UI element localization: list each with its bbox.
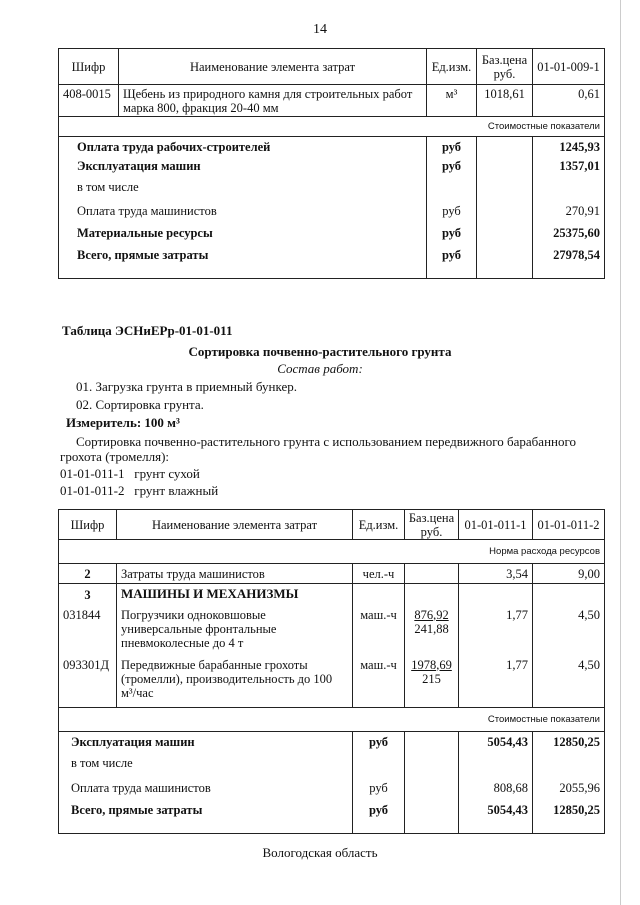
cell-value-1: 1,77 xyxy=(459,656,533,708)
cost-value-1: 5054,43 xyxy=(459,732,533,754)
cell-price xyxy=(405,656,459,708)
cost-name: Всего, прямые затраты xyxy=(59,800,353,834)
section-row xyxy=(59,708,605,732)
table-row xyxy=(59,776,605,800)
cost-value: 1245,93 xyxy=(533,137,605,159)
page-number: 14 xyxy=(313,22,327,37)
cost-unit: руб xyxy=(353,800,405,834)
footer-region: Вологодская область xyxy=(262,845,378,860)
cell-name: Передвижные барабанные грохоты (тромелли), производительность до 100 м³/час xyxy=(117,656,353,708)
cell-price: 1018,61 xyxy=(477,85,533,117)
cost-value: 27978,54 xyxy=(533,245,605,279)
cost-name: Материальные ресурсы xyxy=(59,223,427,245)
table-row xyxy=(59,656,605,708)
cell-value-2: 9,00 xyxy=(533,564,605,584)
scan-edge xyxy=(620,0,629,905)
cell-value-2: 4,50 xyxy=(533,656,605,708)
cost-table-1 xyxy=(58,48,605,279)
work-item: 02. Сортировка грунта. xyxy=(76,397,204,412)
col-header-name: Наименование элемента затрат xyxy=(119,49,427,85)
cost-unit: руб xyxy=(427,159,477,180)
col-header-name: Наименование элемента затрат xyxy=(117,510,353,540)
list-item xyxy=(60,466,200,482)
cell-value-2: 4,50 xyxy=(533,606,605,656)
table-row xyxy=(59,201,605,223)
list-item xyxy=(60,483,218,499)
table-row xyxy=(59,584,605,606)
cell-value-1: 3,54 xyxy=(459,564,533,584)
section-row xyxy=(59,117,605,137)
cell-value-1: 1,77 xyxy=(459,606,533,656)
col-header-unit: Ед.изм. xyxy=(353,510,405,540)
cost-name: Оплата труда машинистов xyxy=(59,201,427,223)
item-code: 01-01-011-1 xyxy=(60,466,125,481)
table-header-row xyxy=(59,49,605,85)
cost-unit: руб xyxy=(427,201,477,223)
item-name: грунт сухой xyxy=(134,466,200,481)
table-row xyxy=(59,800,605,834)
col-header-unit: Ед.изм. xyxy=(427,49,477,85)
col-header-norm-2: 01-01-011-2 xyxy=(533,510,605,540)
cost-name: в том числе xyxy=(59,180,427,201)
cost-name: в том числе xyxy=(59,754,353,776)
cost-name: Оплата труда машинистов xyxy=(59,776,353,800)
cost-table-2 xyxy=(58,509,605,834)
table-row xyxy=(59,564,605,584)
cell-price xyxy=(405,606,459,656)
table-row xyxy=(59,180,605,201)
description-line: Сортировка почвенно-растительного грунта с использованием передвижного барабанного xyxy=(76,434,576,449)
cost-value: 25375,60 xyxy=(533,223,605,245)
price-top: 1978,69 xyxy=(411,657,452,672)
col-header-price: Баз.цена руб. xyxy=(405,510,459,540)
col-header-code: Шифр xyxy=(59,510,117,540)
cell-name: МАШИНЫ И МЕХАНИЗМЫ xyxy=(117,584,353,606)
table-row xyxy=(59,732,605,754)
cell-unit: м³ xyxy=(427,85,477,117)
price-bottom: 215 xyxy=(422,671,441,686)
cell-value: 0,61 xyxy=(533,85,605,117)
cell-unit: чел.-ч xyxy=(353,564,405,584)
section-label: Стоимостные показатели xyxy=(59,708,605,732)
item-code: 01-01-011-2 xyxy=(60,483,125,498)
table-row xyxy=(59,85,605,117)
description-line: грохота (тромелля): xyxy=(60,449,170,464)
cost-value-2: 12850,25 xyxy=(533,800,605,834)
cost-value: 270,91 xyxy=(533,201,605,223)
cost-name: Эксплуатация машин xyxy=(59,159,427,180)
col-header-code: Шифр xyxy=(59,49,119,85)
item-name: грунт влажный xyxy=(134,483,219,498)
cost-value-2: 12850,25 xyxy=(533,732,605,754)
norm-label: Норма расхода ресурсов xyxy=(59,540,605,564)
cell-unit: маш.-ч xyxy=(353,656,405,708)
section-label: Стоимостные показатели xyxy=(59,117,605,137)
table-row xyxy=(59,223,605,245)
table-row xyxy=(59,137,605,159)
table-row xyxy=(59,159,605,180)
price-bottom: 241,88 xyxy=(414,621,449,636)
cell-unit: маш.-ч xyxy=(353,606,405,656)
table-row xyxy=(59,606,605,656)
cell-code: 3 xyxy=(59,584,117,606)
cost-unit: руб xyxy=(427,245,477,279)
work-item: 01. Загрузка грунта в приемный бункер. xyxy=(76,379,297,394)
cost-unit: руб xyxy=(353,776,405,800)
col-header-price: Баз.цена руб. xyxy=(477,49,533,85)
table-title: Таблица ЭСНиЕРр-01-01-011 xyxy=(62,323,233,338)
cell-code: 031844 xyxy=(59,606,117,656)
cell-code: 2 xyxy=(59,564,117,584)
meter-label: Измеритель: 100 м³ xyxy=(66,415,180,430)
cost-name: Эксплуатация машин xyxy=(59,732,353,754)
cost-value-2: 2055,96 xyxy=(533,776,605,800)
section-row xyxy=(59,540,605,564)
cost-unit: руб xyxy=(353,732,405,754)
cell-code: 093301Д xyxy=(59,656,117,708)
col-header-norm: 01-01-009-1 xyxy=(533,49,605,85)
cost-name: Всего, прямые затраты xyxy=(59,245,427,279)
table-row xyxy=(59,754,605,776)
cost-name: Оплата труда рабочих-строителей xyxy=(59,137,427,159)
cost-unit: руб xyxy=(427,223,477,245)
table-header-row xyxy=(59,510,605,540)
cell-name: Щебень из природного камня для строительных работ марка 800, фракция 20-40 мм xyxy=(119,85,427,117)
col-header-norm-1: 01-01-011-1 xyxy=(459,510,533,540)
price-top: 876,92 xyxy=(414,607,449,622)
cost-value: 1357,01 xyxy=(533,159,605,180)
works-title: Состав работ: xyxy=(277,361,363,376)
cost-value-1: 5054,43 xyxy=(459,800,533,834)
cost-value-1: 808,68 xyxy=(459,776,533,800)
section-title: Сортировка почвенно-растительного грунта xyxy=(188,344,452,359)
cell-name: Погрузчики одноковшовые универсальные фронтальные пневмоколесные до 4 т xyxy=(117,606,353,656)
cell-code: 408-0015 xyxy=(59,85,119,117)
table-row xyxy=(59,245,605,279)
cost-unit: руб xyxy=(427,137,477,159)
cell-name: Затраты труда машинистов xyxy=(117,564,353,584)
